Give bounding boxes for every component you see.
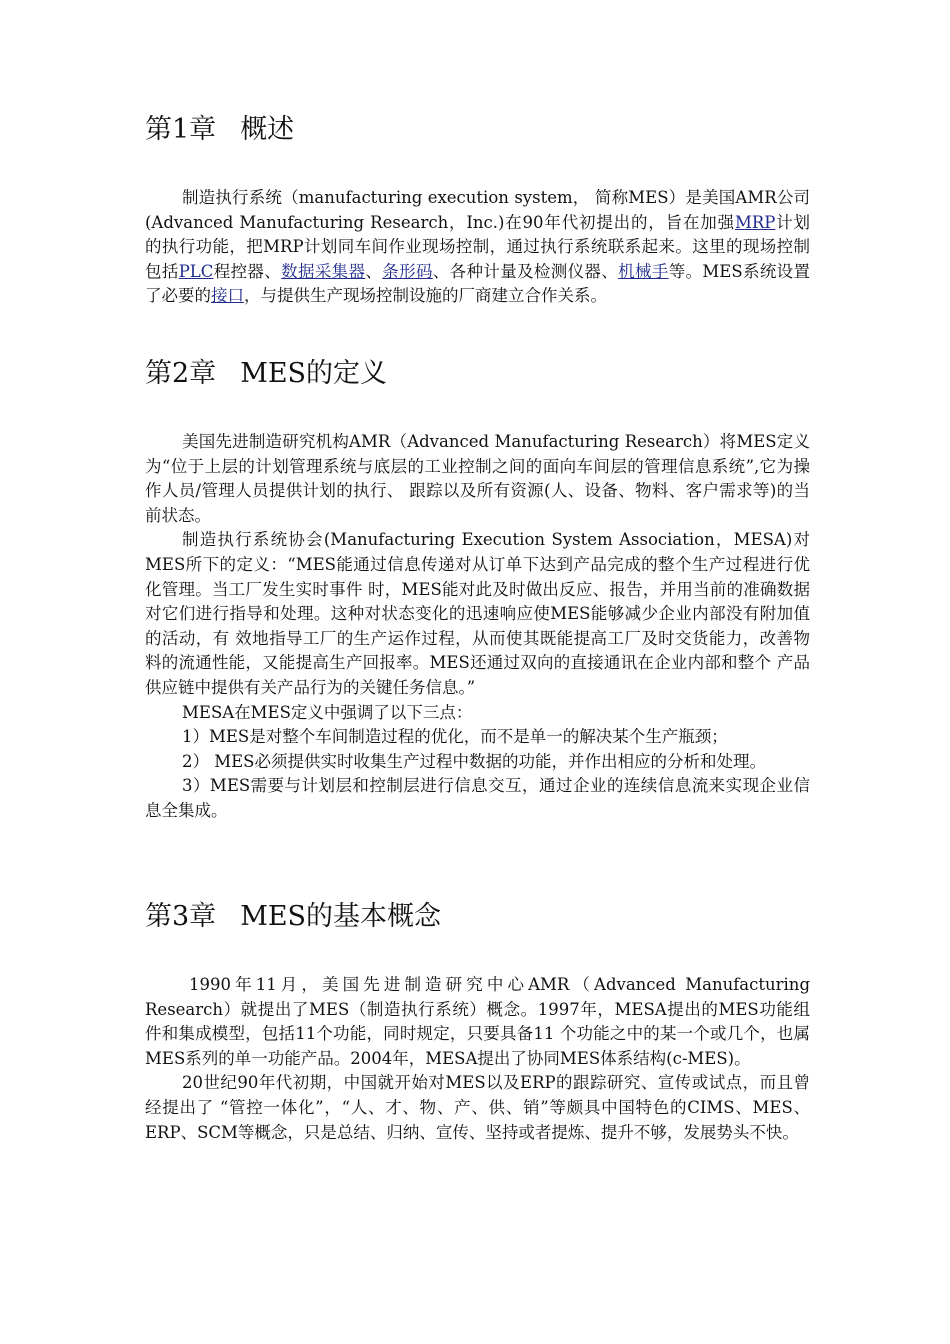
chapter-1-heading	[145, 113, 294, 147]
chapter-3-heading	[145, 900, 441, 934]
chapter-3-title: MES的基本概念	[240, 901, 442, 932]
chapter-2-title: MES的定义	[240, 358, 388, 389]
chapter-2-body	[145, 430, 810, 824]
chapter-1-body	[145, 186, 810, 309]
chapter-3-number: 第3章	[145, 901, 217, 932]
chapter-2-point-1: 1）MES是对整个车间制造过程的优化，而不是单一的解决某个生产瓶颈；	[182, 727, 728, 747]
chapter-2-point-2: 2） MES必须提供实时收集生产过程中数据的功能，并作出相应的分析和处理。	[182, 751, 766, 771]
chapter-2-paragraph-1: 美国先进制造研究机构AMR（Advanced Manufacturing Research）将MES定义为“位于上层的计划管理系统与底层的工业控制之间的面向车间层的管理信息系统”,它为操作人员/管理人员提供计划的执行、 跟踪以及所有资源(人、设备、物料、客户需求等)的当前状态。	[145, 432, 810, 525]
link-interface[interactable]: 接口	[211, 286, 244, 306]
link-barcode[interactable]: 条形码	[382, 261, 433, 281]
chapter-2-paragraph-2: 制造执行系统协会(Manufacturing Execution System Association，MESA)对MES所下的定义：“MES能通过信息传递对从订单下达到产品完成的整个生产过程进行优化管理。当工厂发生实时事件 时，MES能对此及时做出反应、报告，并用当前的准确数据对它们进行指导和处理。这种对状态变化的迅速响应使MES能够减少企业内部没有附加值的活动，有 效地指导工厂的生产运作过程，从而使其既能提高工厂及时交货能力，改善物料的流通性能，又能提高生产回报率。MES还通过双向的直接通讯在企业内部和整个 产品供应链中提供有关产品行为的关键任务信息。”	[145, 530, 810, 697]
chapter-2-heading	[145, 357, 387, 391]
chapter-2-number: 第2章	[145, 358, 217, 389]
link-mrp[interactable]: MRP	[734, 212, 776, 232]
chapter-2-point-3: 3）MES需要与计划层和控制层进行信息交互，通过企业的连续信息流来实现企业信息全集成。	[145, 776, 810, 820]
chapter-1-number: 第1章	[145, 114, 217, 145]
chapter-1-title: 概述	[240, 114, 295, 145]
link-plc[interactable]: PLC	[178, 261, 214, 281]
chapter-1-paragraph: 制造执行系统（manufacturing execution system， 简称MES）是美国AMR公司(Advanced Manufacturing Research，Inc.)在90年代初提出的，旨在加强MRP计划的执行功能，把MRP计划同车间作业现场控制，通过执行系统联系起来。这里的现场控制包括PLC程控器、数据采集器、条形码、各种计量及检测仪器、机械手等。MES系统设置了必要的接口，与提供生产现场控制设施的厂商建立合作关系。	[145, 188, 811, 306]
chapter-2-paragraph-3: MESA在MES定义中强调了以下三点：	[182, 702, 473, 722]
link-data-collector[interactable]: 数据采集器	[281, 261, 366, 281]
chapter-3-body	[145, 973, 810, 1145]
chapter-3-paragraph-1: 1990年11月，美国先进制造研究中心AMR（Advanced Manufacturing Research）就提出了MES（制造执行系统）概念。1997年，MESA提出的MES功能组件和集成模型，包括11个功能，同时规定，只要具备11 个功能之中的某一个或几个，也属MES系列的单一功能产品。2004年，MESA提出了协同MES体系结构(c-MES)。	[145, 975, 810, 1068]
chapter-3-paragraph-2: 20世纪90年代初期，中国就开始对MES以及ERP的跟踪研究、宣传或试点，而且曾经提出了 “管控一体化”，“人、才、物、产、供、销”等颇具中国特色的CIMS、MES、ERP、SCM等概念，只是总结、归纳、宣传、坚持或者提炼、提升不够，发展势头不快。	[145, 1073, 810, 1142]
link-robot-arm[interactable]: 机械手	[618, 261, 669, 281]
